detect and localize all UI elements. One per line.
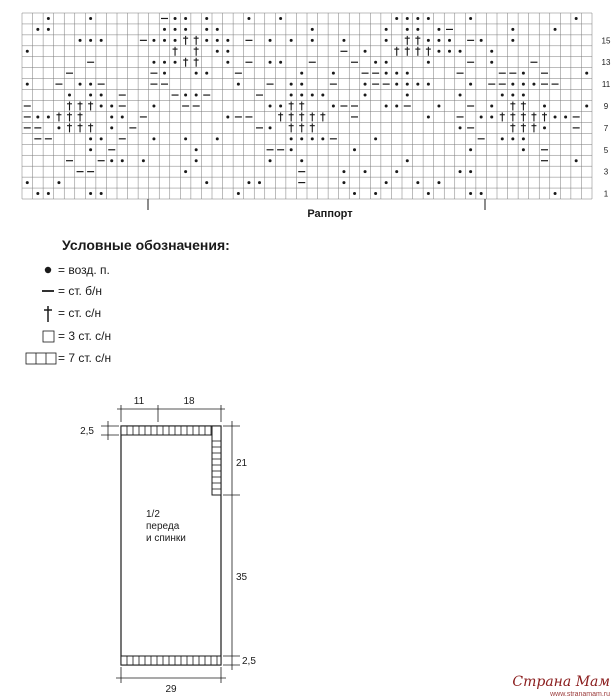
chain-stitch-symbol [237, 83, 240, 86]
chain-stitch-symbol [342, 39, 345, 42]
chain-stitch-symbol [205, 72, 208, 75]
dim-bottom-band-height: 2,5 [242, 656, 256, 667]
chart-row-numbers [602, 36, 611, 198]
chain-stitch-symbol [374, 192, 377, 195]
chart-row-number: 13 [601, 58, 611, 68]
double-crochet-symbol [194, 58, 199, 67]
chain-stitch-symbol [342, 170, 345, 173]
chain-stitch-symbol [469, 148, 472, 151]
chain-stitch-symbol [47, 115, 50, 118]
double-crochet-symbol [310, 112, 315, 121]
double-crochet-symbol [289, 102, 294, 111]
chain-stitch-symbol [385, 72, 388, 75]
chain-stitch-symbol [406, 17, 409, 20]
chain-stitch-symbol [100, 39, 103, 42]
chain-stitch-symbol [353, 192, 356, 195]
chain-stitch-symbol [205, 39, 208, 42]
chain-stitch-symbol [195, 94, 198, 97]
chain-stitch-symbol [448, 39, 451, 42]
double-crochet-symbol [299, 112, 304, 121]
chain-stitch-symbol [406, 159, 409, 162]
dimension-top [117, 405, 225, 422]
chain-stitch-symbol [406, 83, 409, 86]
double-crochet-symbol [405, 47, 410, 56]
legend-title: Условные обозначения: [62, 237, 230, 253]
chain-stitch-symbol [300, 159, 303, 162]
chain-stitch-symbol [36, 28, 39, 31]
chain-stitch-symbol [163, 28, 166, 31]
chain-stitch-symbol [184, 137, 187, 140]
chain-stitch-symbol [205, 28, 208, 31]
chain-stitch-symbol [121, 159, 124, 162]
chain-stitch-symbol [395, 17, 398, 20]
chain-stitch-symbol [490, 61, 493, 64]
chain-stitch-symbol [585, 105, 588, 108]
chain-stitch-symbol [416, 28, 419, 31]
chain-stitch-symbol [522, 72, 525, 75]
double-crochet-symbol [542, 112, 547, 121]
chain-stitch-symbol [385, 105, 388, 108]
chain-stitch-symbol [100, 192, 103, 195]
chain-stitch-symbol [448, 50, 451, 53]
chain-stitch-symbol [575, 159, 578, 162]
chain-stitch-symbol [522, 137, 525, 140]
double-crochet-symbol [183, 58, 188, 67]
chain-stitch-symbol [321, 137, 324, 140]
crochet-chart [22, 13, 611, 220]
chain-stitch-symbol [110, 159, 113, 162]
chain-stitch-symbol [110, 126, 113, 129]
chain-stitch-symbol [184, 28, 187, 31]
schematic-label-line2: переда [146, 521, 180, 532]
chain-stitch-symbol [269, 61, 272, 64]
chain-stitch-symbol [279, 105, 282, 108]
legend [26, 237, 230, 365]
double-crochet-symbol [67, 102, 72, 111]
chain-stitch-symbol [163, 39, 166, 42]
chart-row-number: 9 [603, 102, 609, 111]
chain-stitch-symbol [290, 39, 293, 42]
chain-stitch-symbol [364, 170, 367, 173]
chain-stitch-symbol [459, 126, 462, 129]
chain-stitch-symbol [437, 50, 440, 53]
dim-side-upper: 21 [236, 458, 248, 469]
legend-text-chain: = возд. п. [58, 263, 110, 277]
watermark-url: www.stranamam.ru [550, 691, 610, 698]
chain-stitch-symbol [163, 72, 166, 75]
chain-stitch-symbol [47, 28, 50, 31]
double-crochet-symbol [415, 47, 420, 56]
double-crochet-symbol [278, 112, 283, 121]
chart-row-number: 1 [603, 189, 609, 199]
garment-schematic [80, 396, 256, 695]
chart-grid [22, 13, 592, 199]
chain-stitch-symbol [279, 61, 282, 64]
chain-stitch-symbol [195, 72, 198, 75]
repeat-label: Раппорт [307, 208, 353, 220]
chain-stitch-symbol [311, 137, 314, 140]
double-crochet-symbol [299, 102, 304, 111]
chain-stitch-symbol [121, 115, 124, 118]
chain-stitch-symbol [247, 181, 250, 184]
chain-stitch-symbol [195, 159, 198, 162]
top-border-band [121, 426, 221, 435]
chain-stitch-symbol [89, 17, 92, 20]
chain-stitch-symbol [342, 181, 345, 184]
double-crochet-symbol [194, 36, 199, 45]
legend-text-7dc: = 7 ст. с/н [58, 351, 112, 365]
double-crochet-symbol [426, 47, 431, 56]
chain-stitch-symbol [300, 137, 303, 140]
chain-stitch-symbol [364, 94, 367, 97]
chain-stitch-symbol [226, 115, 229, 118]
chain-stitch-symbol [480, 115, 483, 118]
chain-stitch-symbol [385, 28, 388, 31]
chain-stitch-symbol [543, 105, 546, 108]
chain-stitch-symbol [585, 72, 588, 75]
chain-stitch-symbol [226, 50, 229, 53]
legend-text-dc: = ст. с/н [58, 306, 102, 320]
chain-stitch-symbol [269, 105, 272, 108]
chain-stitch-symbol [79, 83, 82, 86]
chart-row-number: 5 [603, 145, 609, 155]
double-crochet-symbol [299, 123, 304, 132]
chain-stitch-symbol [332, 72, 335, 75]
double-crochet-symbol [531, 112, 536, 121]
double-crochet-symbol [173, 47, 178, 56]
chain-stitch-symbol [89, 83, 92, 86]
legend-item-7dc [26, 351, 111, 365]
chain-stitch-symbol [406, 28, 409, 31]
chain-stitch-symbol [300, 94, 303, 97]
chain-stitch-symbol [554, 28, 557, 31]
small-square-icon [43, 331, 54, 342]
chain-stitch-symbol [427, 83, 430, 86]
chain-stitch-symbol [216, 50, 219, 53]
chart-row-number: 3 [603, 167, 609, 177]
chain-stitch-symbol [395, 170, 398, 173]
double-crochet-symbol [78, 112, 83, 121]
chain-stitch-symbol [184, 94, 187, 97]
chain-stitch-symbol [469, 17, 472, 20]
chain-stitch-symbol [100, 105, 103, 108]
chain-stitch-symbol [501, 137, 504, 140]
chain-stitch-symbol [385, 181, 388, 184]
chart-row-number: 7 [603, 123, 609, 133]
chain-stitch-symbol [385, 61, 388, 64]
chain-stitch-symbol [36, 192, 39, 195]
chain-stitch-symbol [395, 83, 398, 86]
chain-stitch-symbol [522, 83, 525, 86]
chain-stitch-symbol [437, 39, 440, 42]
chain-stitch-symbol [290, 83, 293, 86]
chain-stitch-symbol [110, 105, 113, 108]
chain-stitch-symbol [269, 126, 272, 129]
schematic-label-line3: и спинки [146, 533, 186, 544]
chain-stitch-symbol [469, 170, 472, 173]
double-crochet-symbol [510, 112, 515, 121]
chain-stitch-symbol [174, 28, 177, 31]
chain-stitch-symbol [321, 94, 324, 97]
chain-stitch-symbol [395, 72, 398, 75]
chain-stitch-symbol [290, 137, 293, 140]
legend-item-sc [42, 284, 102, 298]
chain-stitch-symbol [300, 83, 303, 86]
chain-stitch-symbol [511, 39, 514, 42]
double-crochet-symbol [183, 36, 188, 45]
chain-stitch-symbol [332, 105, 335, 108]
chain-stitch-symbol [174, 17, 177, 20]
double-crochet-symbol [500, 112, 505, 121]
legend-item-3dc [43, 329, 111, 343]
chain-stitch-symbol [532, 83, 535, 86]
chain-stitch-symbol [174, 39, 177, 42]
chain-stitch-symbol [89, 94, 92, 97]
chain-stitch-symbol [437, 105, 440, 108]
chain-stitch-symbol [57, 126, 60, 129]
watermark-brand: Страна Мам [512, 674, 610, 690]
chain-stitch-symbol [47, 17, 50, 20]
chain-stitch-symbol [26, 50, 29, 53]
chain-stitch-symbol [469, 192, 472, 195]
double-crochet-symbol [289, 123, 294, 132]
chain-stitch-symbol [501, 94, 504, 97]
chain-stitch-symbol [522, 94, 525, 97]
double-crochet-symbol [88, 102, 93, 111]
chain-stitch-symbol [353, 148, 356, 151]
double-crochet-symbol [405, 36, 410, 45]
chain-stitch-symbol [47, 192, 50, 195]
chain-stitch-symbol [152, 39, 155, 42]
side-border-band [212, 426, 221, 495]
double-crochet-symbol [510, 102, 515, 111]
chain-stitch-symbol [247, 17, 250, 20]
chain-stitch-symbol [57, 181, 60, 184]
chain-stitch-symbol [174, 61, 177, 64]
chain-stitch-symbol [195, 148, 198, 151]
chain-stitch-symbol [554, 115, 557, 118]
chain-stitch-symbol [511, 137, 514, 140]
chain-stitch-symbol [216, 28, 219, 31]
chain-stitch-symbol [311, 28, 314, 31]
double-crochet-symbol [194, 47, 199, 56]
chain-stitch-symbol [374, 137, 377, 140]
chain-stitch-symbol [152, 137, 155, 140]
schematic-outline [121, 426, 221, 665]
chain-stitch-symbol [205, 17, 208, 20]
chain-stitch-symbol [184, 170, 187, 173]
double-crochet-symbol [56, 112, 61, 121]
chain-stitch-symbol [511, 28, 514, 31]
double-crochet-symbol [531, 123, 536, 132]
long-bar-icon [26, 353, 56, 364]
chain-stitch-symbol [36, 115, 39, 118]
chain-stitch-symbol [543, 126, 546, 129]
chain-stitch-symbol [437, 181, 440, 184]
chain-stitch-symbol [163, 61, 166, 64]
chain-stitch-symbol [427, 192, 430, 195]
chain-stitch-symbol [152, 61, 155, 64]
chain-stitch-symbol [311, 94, 314, 97]
chain-stitch-symbol [395, 105, 398, 108]
chain-stitch-symbol [89, 137, 92, 140]
double-crochet-symbol [521, 112, 526, 121]
chain-stitch-symbol [89, 39, 92, 42]
schematic-label-line1: 1/2 [146, 509, 160, 520]
chain-stitch-symbol [300, 72, 303, 75]
dim-top-right: 18 [183, 396, 195, 407]
legend-text-3dc: = 3 ст. с/н [58, 329, 112, 343]
chain-stitch-symbol [575, 17, 578, 20]
chain-stitch-symbol [258, 181, 261, 184]
chain-stitch-symbol [269, 159, 272, 162]
chain-stitch-symbol [364, 83, 367, 86]
chain-stitch-symbol [269, 39, 272, 42]
chain-stitch-symbol [110, 115, 113, 118]
double-crochet-symbol [320, 112, 325, 121]
chain-stitch-symbol [100, 137, 103, 140]
dim-bottom-width: 29 [165, 684, 177, 695]
chain-stitch-symbol [364, 50, 367, 53]
chain-stitch-symbol [564, 115, 567, 118]
chain-stitch-symbol [480, 192, 483, 195]
chain-stitch-symbol [184, 17, 187, 20]
double-crochet-symbol [78, 102, 83, 111]
chain-stitch-symbol [406, 72, 409, 75]
chain-stitch-symbol [459, 50, 462, 53]
chain-stitch-symbol [427, 61, 430, 64]
dagger-icon [44, 306, 52, 322]
chain-stitch-symbol [416, 181, 419, 184]
dimension-top-band [101, 421, 119, 440]
chain-dot-icon [45, 267, 51, 273]
chain-stitch-symbol [89, 192, 92, 195]
double-crochet-symbol [310, 123, 315, 132]
double-crochet-symbol [521, 123, 526, 132]
chain-stitch-symbol [311, 39, 314, 42]
legend-text-sc: = ст. б/н [58, 284, 103, 298]
watermark [512, 674, 610, 698]
chart-row-number: 11 [601, 80, 611, 90]
chain-stitch-symbol [385, 39, 388, 42]
double-crochet-symbol [78, 123, 83, 132]
chain-stitch-symbol [522, 148, 525, 151]
chain-stitch-symbol [79, 39, 82, 42]
chain-stitch-symbol [142, 159, 145, 162]
bottom-border-band [121, 656, 221, 665]
chain-stitch-symbol [490, 115, 493, 118]
dim-top-left: 11 [133, 396, 145, 407]
chain-stitch-symbol [416, 83, 419, 86]
chain-stitch-symbol [437, 28, 440, 31]
chain-stitch-symbol [427, 39, 430, 42]
chain-stitch-symbol [237, 192, 240, 195]
chain-stitch-symbol [459, 94, 462, 97]
double-crochet-symbol [415, 36, 420, 45]
chain-stitch-symbol [216, 39, 219, 42]
chain-stitch-symbol [374, 61, 377, 64]
chain-stitch-symbol [152, 105, 155, 108]
chain-stitch-symbol [26, 83, 29, 86]
double-crochet-symbol [521, 102, 526, 111]
dimension-bottom [116, 667, 226, 683]
chain-stitch-symbol [100, 94, 103, 97]
chain-stitch-symbol [416, 17, 419, 20]
chart-row-number: 15 [601, 36, 611, 46]
double-crochet-symbol [67, 123, 72, 132]
chain-stitch-symbol [511, 94, 514, 97]
chain-stitch-symbol [216, 137, 219, 140]
dim-top-band-height: 2,5 [80, 426, 94, 437]
chain-stitch-symbol [26, 181, 29, 184]
chain-stitch-symbol [480, 39, 483, 42]
legend-item-chain [45, 263, 110, 277]
chain-stitch-symbol [89, 148, 92, 151]
double-crochet-symbol [394, 47, 399, 56]
chain-stitch-symbol [290, 148, 293, 151]
chain-stitch-symbol [406, 94, 409, 97]
legend-item-dc [44, 306, 101, 322]
chain-stitch-symbol [290, 94, 293, 97]
chain-stitch-symbol [68, 94, 71, 97]
chain-stitch-symbol [469, 83, 472, 86]
double-crochet-symbol [289, 112, 294, 121]
chart-stitch-symbols [24, 17, 588, 195]
chain-stitch-symbol [511, 83, 514, 86]
chain-stitch-symbol [205, 181, 208, 184]
chain-stitch-symbol [459, 170, 462, 173]
chain-stitch-symbol [427, 115, 430, 118]
double-crochet-symbol [88, 123, 93, 132]
chain-stitch-symbol [226, 39, 229, 42]
chain-stitch-symbol [490, 50, 493, 53]
dim-side-lower: 35 [236, 572, 248, 583]
double-crochet-symbol [510, 123, 515, 132]
chain-stitch-symbol [279, 17, 282, 20]
chain-stitch-symbol [554, 192, 557, 195]
chain-stitch-symbol [427, 17, 430, 20]
double-crochet-symbol [67, 112, 72, 121]
chain-stitch-symbol [490, 105, 493, 108]
chain-stitch-symbol [226, 61, 229, 64]
